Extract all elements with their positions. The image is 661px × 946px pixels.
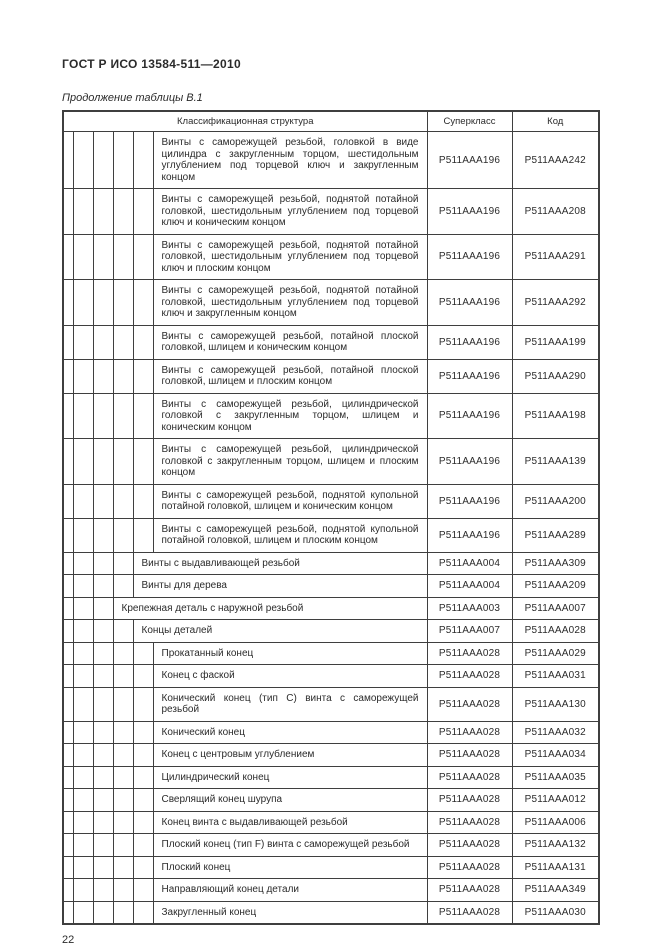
table-row <box>63 811 599 834</box>
code-cell: P511AAA139 <box>512 439 599 485</box>
tree-indent-cell <box>113 552 133 575</box>
tree-indent-cell <box>113 280 133 326</box>
table-row <box>63 132 599 189</box>
tree-indent-cell <box>73 439 93 485</box>
tree-indent-cell <box>113 325 133 359</box>
tree-indent-cell <box>93 280 113 326</box>
column-header-code: Код <box>512 111 599 132</box>
classification-cell: Винты с саморежущей резьбой, поднятой купольной потайной головкой, шлицем и плоским концом <box>153 518 427 552</box>
code-cell: P511AAA290 <box>512 359 599 393</box>
tree-indent-cell <box>133 901 153 924</box>
tree-indent-cell <box>113 189 133 235</box>
tree-indent-cell <box>73 620 93 643</box>
code-cell: P511AAA007 <box>512 597 599 620</box>
tree-indent-cell <box>133 856 153 879</box>
tree-indent-cell <box>93 665 113 688</box>
superclass-cell: P511AAA028 <box>427 901 512 924</box>
tree-indent-cell <box>133 834 153 857</box>
tree-indent-cell <box>133 234 153 280</box>
tree-indent-cell <box>113 359 133 393</box>
tree-indent-cell <box>93 552 113 575</box>
tree-indent-cell <box>73 687 93 721</box>
tree-indent-cell <box>73 189 93 235</box>
tree-indent-cell <box>63 439 73 485</box>
table-row <box>63 280 599 326</box>
tree-indent-cell <box>133 518 153 552</box>
tree-indent-cell <box>63 766 73 789</box>
tree-indent-cell <box>93 834 113 857</box>
code-cell: P511AAA034 <box>512 744 599 767</box>
tree-indent-cell <box>113 901 133 924</box>
table-row <box>63 325 599 359</box>
tree-indent-cell <box>133 744 153 767</box>
tree-indent-cell <box>73 642 93 665</box>
tree-indent-cell <box>63 901 73 924</box>
superclass-cell: P511AAA196 <box>427 518 512 552</box>
column-header-superclass: Суперкласс <box>427 111 512 132</box>
tree-indent-cell <box>93 597 113 620</box>
tree-indent-cell <box>73 879 93 902</box>
tree-indent-cell <box>63 744 73 767</box>
superclass-cell: P511AAA196 <box>427 234 512 280</box>
tree-indent-cell <box>73 901 93 924</box>
classification-cell: Прокатанный конец <box>153 642 427 665</box>
tree-indent-cell <box>93 620 113 643</box>
tree-indent-cell <box>93 856 113 879</box>
tree-indent-cell <box>93 518 113 552</box>
table-row <box>63 744 599 767</box>
code-cell: P511AAA031 <box>512 665 599 688</box>
classification-cell: Концы деталей <box>133 620 427 643</box>
tree-indent-cell <box>73 834 93 857</box>
classification-cell: Винты с саморежущей резьбой, поднятой потайной головкой, шестидольным углублением под торцевой ключ и коническим концом <box>153 189 427 235</box>
classification-cell: Винты с выдавливающей резьбой <box>133 552 427 575</box>
table-row <box>63 687 599 721</box>
tree-indent-cell <box>73 575 93 598</box>
code-cell: P511AAA028 <box>512 620 599 643</box>
classification-cell: Винты с саморежущей резьбой, потайной плоской головкой, шлицем и плоским концом <box>153 359 427 393</box>
tree-indent-cell <box>113 132 133 189</box>
superclass-cell: P511AAA196 <box>427 132 512 189</box>
table-row <box>63 439 599 485</box>
standard-number: ГОСТ Р ИСО 13584-511—2010 <box>62 57 241 71</box>
table-row <box>63 484 599 518</box>
superclass-cell: P511AAA004 <box>427 575 512 598</box>
tree-indent-cell <box>63 879 73 902</box>
classification-cell: Крепежная деталь с наружной резьбой <box>113 597 427 620</box>
table-row <box>63 665 599 688</box>
tree-indent-cell <box>93 234 113 280</box>
classification-cell: Винты для дерева <box>133 575 427 598</box>
tree-indent-cell <box>63 234 73 280</box>
classification-table <box>62 110 600 925</box>
tree-indent-cell <box>63 552 73 575</box>
tree-indent-cell <box>133 879 153 902</box>
table-row <box>63 620 599 643</box>
table-row <box>63 856 599 879</box>
tree-indent-cell <box>73 325 93 359</box>
superclass-cell: P511AAA003 <box>427 597 512 620</box>
classification-cell: Конец с фаской <box>153 665 427 688</box>
superclass-cell: P511AAA196 <box>427 484 512 518</box>
classification-cell: Конический конец <box>153 721 427 744</box>
classification-cell: Плоский конец (тип F) винта с саморежущей резьбой <box>153 834 427 857</box>
superclass-cell: P511AAA196 <box>427 439 512 485</box>
table-header-row <box>63 111 599 132</box>
tree-indent-cell <box>73 766 93 789</box>
classification-cell: Цилиндрический конец <box>153 766 427 789</box>
tree-indent-cell <box>73 484 93 518</box>
tree-indent-cell <box>73 280 93 326</box>
tree-indent-cell <box>93 325 113 359</box>
tree-indent-cell <box>73 393 93 439</box>
tree-indent-cell <box>93 575 113 598</box>
superclass-cell: P511AAA196 <box>427 393 512 439</box>
tree-indent-cell <box>113 744 133 767</box>
classification-cell: Винты с саморежущей резьбой, поднятой потайной головкой, шестидольным углублением под торцевой ключ и закругленным концом <box>153 280 427 326</box>
table-row <box>63 575 599 598</box>
superclass-cell: P511AAA028 <box>427 766 512 789</box>
tree-indent-cell <box>73 132 93 189</box>
tree-indent-cell <box>113 234 133 280</box>
code-cell: P511AAA035 <box>512 766 599 789</box>
table-row <box>63 834 599 857</box>
classification-cell: Винты с саморежущей резьбой, головкой в виде цилиндра с закругленным торцом, шестидольным углублением под торцевой ключ и закругленным концом <box>153 132 427 189</box>
classification-cell: Конический конец (тип C) винта с саморежущей резьбой <box>153 687 427 721</box>
tree-indent-cell <box>63 665 73 688</box>
tree-indent-cell <box>113 811 133 834</box>
tree-indent-cell <box>63 811 73 834</box>
tree-indent-cell <box>133 642 153 665</box>
table-row <box>63 234 599 280</box>
tree-indent-cell <box>133 189 153 235</box>
classification-cell: Винты с саморежущей резьбой, поднятой купольной потайной головкой, шлицем и коническим концом <box>153 484 427 518</box>
tree-indent-cell <box>133 687 153 721</box>
code-cell: P511AAA029 <box>512 642 599 665</box>
code-cell: P511AAA199 <box>512 325 599 359</box>
classification-cell: Сверлящий конец шурупа <box>153 789 427 812</box>
tree-indent-cell <box>93 744 113 767</box>
tree-indent-cell <box>93 359 113 393</box>
tree-indent-cell <box>113 642 133 665</box>
code-cell: P511AAA030 <box>512 901 599 924</box>
superclass-cell: P511AAA007 <box>427 620 512 643</box>
classification-cell: Конец с центровым углублением <box>153 744 427 767</box>
tree-indent-cell <box>63 642 73 665</box>
table-row <box>63 597 599 620</box>
tree-indent-cell <box>113 789 133 812</box>
tree-indent-cell <box>93 132 113 189</box>
tree-indent-cell <box>113 687 133 721</box>
tree-indent-cell <box>63 393 73 439</box>
tree-indent-cell <box>63 834 73 857</box>
code-cell: P511AAA309 <box>512 552 599 575</box>
superclass-cell: P511AAA004 <box>427 552 512 575</box>
tree-indent-cell <box>113 393 133 439</box>
table-row <box>63 552 599 575</box>
table-row <box>63 642 599 665</box>
classification-cell: Направляющий конец детали <box>153 879 427 902</box>
superclass-cell: P511AAA196 <box>427 359 512 393</box>
table-body <box>63 132 599 925</box>
table-row <box>63 393 599 439</box>
superclass-cell: P511AAA028 <box>427 665 512 688</box>
tree-indent-cell <box>113 620 133 643</box>
tree-indent-cell <box>63 132 73 189</box>
code-cell: P511AAA349 <box>512 879 599 902</box>
table-row <box>63 721 599 744</box>
superclass-cell: P511AAA196 <box>427 325 512 359</box>
tree-indent-cell <box>93 901 113 924</box>
tree-indent-cell <box>113 766 133 789</box>
code-cell: P511AAA032 <box>512 721 599 744</box>
tree-indent-cell <box>93 811 113 834</box>
classification-cell: Закругленный конец <box>153 901 427 924</box>
classification-cell: Винты с саморежущей резьбой, цилиндрической головкой с закругленным торцом, шлицем и коническим концом <box>153 393 427 439</box>
tree-indent-cell <box>133 721 153 744</box>
tree-indent-cell <box>133 484 153 518</box>
tree-indent-cell <box>63 280 73 326</box>
tree-indent-cell <box>63 575 73 598</box>
tree-indent-cell <box>133 811 153 834</box>
tree-indent-cell <box>133 439 153 485</box>
classification-cell: Винты с саморежущей резьбой, поднятой потайной головкой, шестидольным углублением под торцевой ключ и плоским концом <box>153 234 427 280</box>
code-cell: P511AAA132 <box>512 834 599 857</box>
superclass-cell: P511AAA028 <box>427 721 512 744</box>
tree-indent-cell <box>73 234 93 280</box>
code-cell: P511AAA198 <box>512 393 599 439</box>
tree-indent-cell <box>113 834 133 857</box>
table-row <box>63 879 599 902</box>
tree-indent-cell <box>63 189 73 235</box>
code-cell: P511AAA289 <box>512 518 599 552</box>
tree-indent-cell <box>63 687 73 721</box>
superclass-cell: P511AAA028 <box>427 879 512 902</box>
tree-indent-cell <box>63 518 73 552</box>
tree-indent-cell <box>63 789 73 812</box>
code-cell: P511AAA242 <box>512 132 599 189</box>
superclass-cell: P511AAA196 <box>427 280 512 326</box>
tree-indent-cell <box>73 552 93 575</box>
superclass-cell: P511AAA028 <box>427 834 512 857</box>
table-caption: Продолжение таблицы В.1 <box>62 92 203 104</box>
table-row <box>63 901 599 924</box>
tree-indent-cell <box>113 856 133 879</box>
classification-cell: Конец винта с выдавливающей резьбой <box>153 811 427 834</box>
tree-indent-cell <box>73 721 93 744</box>
tree-indent-cell <box>133 132 153 189</box>
classification-cell: Винты с саморежущей резьбой, потайной плоской головкой, шлицем и коническим концом <box>153 325 427 359</box>
tree-indent-cell <box>73 518 93 552</box>
code-cell: P511AAA208 <box>512 189 599 235</box>
tree-indent-cell <box>93 721 113 744</box>
superclass-cell: P511AAA028 <box>427 856 512 879</box>
tree-indent-cell <box>113 575 133 598</box>
table-header <box>63 111 599 132</box>
page-number: 22 <box>62 934 75 946</box>
table-row <box>63 766 599 789</box>
table-row <box>63 359 599 393</box>
table-row <box>63 518 599 552</box>
tree-indent-cell <box>113 721 133 744</box>
tree-indent-cell <box>63 856 73 879</box>
column-header-classification: Классификационная структура <box>63 111 427 132</box>
code-cell: P511AAA006 <box>512 811 599 834</box>
tree-indent-cell <box>113 518 133 552</box>
tree-indent-cell <box>73 856 93 879</box>
classification-cell: Плоский конец <box>153 856 427 879</box>
tree-indent-cell <box>93 687 113 721</box>
tree-indent-cell <box>63 484 73 518</box>
tree-indent-cell <box>93 484 113 518</box>
tree-indent-cell <box>93 766 113 789</box>
tree-indent-cell <box>73 359 93 393</box>
classification-cell: Винты с саморежущей резьбой, цилиндрической головкой с закругленным торцом, шлицем и плоским концом <box>153 439 427 485</box>
tree-indent-cell <box>73 597 93 620</box>
tree-indent-cell <box>93 189 113 235</box>
tree-indent-cell <box>63 721 73 744</box>
tree-indent-cell <box>93 439 113 485</box>
tree-indent-cell <box>133 665 153 688</box>
tree-indent-cell <box>113 484 133 518</box>
tree-indent-cell <box>93 789 113 812</box>
tree-indent-cell <box>133 789 153 812</box>
tree-indent-cell <box>73 665 93 688</box>
tree-indent-cell <box>113 439 133 485</box>
code-cell: P511AAA131 <box>512 856 599 879</box>
tree-indent-cell <box>73 789 93 812</box>
code-cell: P511AAA012 <box>512 789 599 812</box>
tree-indent-cell <box>113 665 133 688</box>
tree-indent-cell <box>93 879 113 902</box>
tree-indent-cell <box>63 597 73 620</box>
tree-indent-cell <box>113 879 133 902</box>
tree-indent-cell <box>133 325 153 359</box>
table-row <box>63 789 599 812</box>
tree-indent-cell <box>63 325 73 359</box>
tree-indent-cell <box>93 393 113 439</box>
tree-indent-cell <box>63 620 73 643</box>
tree-indent-cell <box>73 811 93 834</box>
tree-indent-cell <box>93 642 113 665</box>
superclass-cell: P511AAA028 <box>427 687 512 721</box>
superclass-cell: P511AAA028 <box>427 642 512 665</box>
superclass-cell: P511AAA028 <box>427 811 512 834</box>
superclass-cell: P511AAA196 <box>427 189 512 235</box>
tree-indent-cell <box>133 359 153 393</box>
superclass-cell: P511AAA028 <box>427 744 512 767</box>
superclass-cell: P511AAA028 <box>427 789 512 812</box>
code-cell: P511AAA200 <box>512 484 599 518</box>
code-cell: P511AAA292 <box>512 280 599 326</box>
code-cell: P511AAA130 <box>512 687 599 721</box>
tree-indent-cell <box>133 393 153 439</box>
tree-indent-cell <box>63 359 73 393</box>
tree-indent-cell <box>133 280 153 326</box>
code-cell: P511AAA291 <box>512 234 599 280</box>
code-cell: P511AAA209 <box>512 575 599 598</box>
table-row <box>63 189 599 235</box>
tree-indent-cell <box>73 744 93 767</box>
tree-indent-cell <box>133 766 153 789</box>
